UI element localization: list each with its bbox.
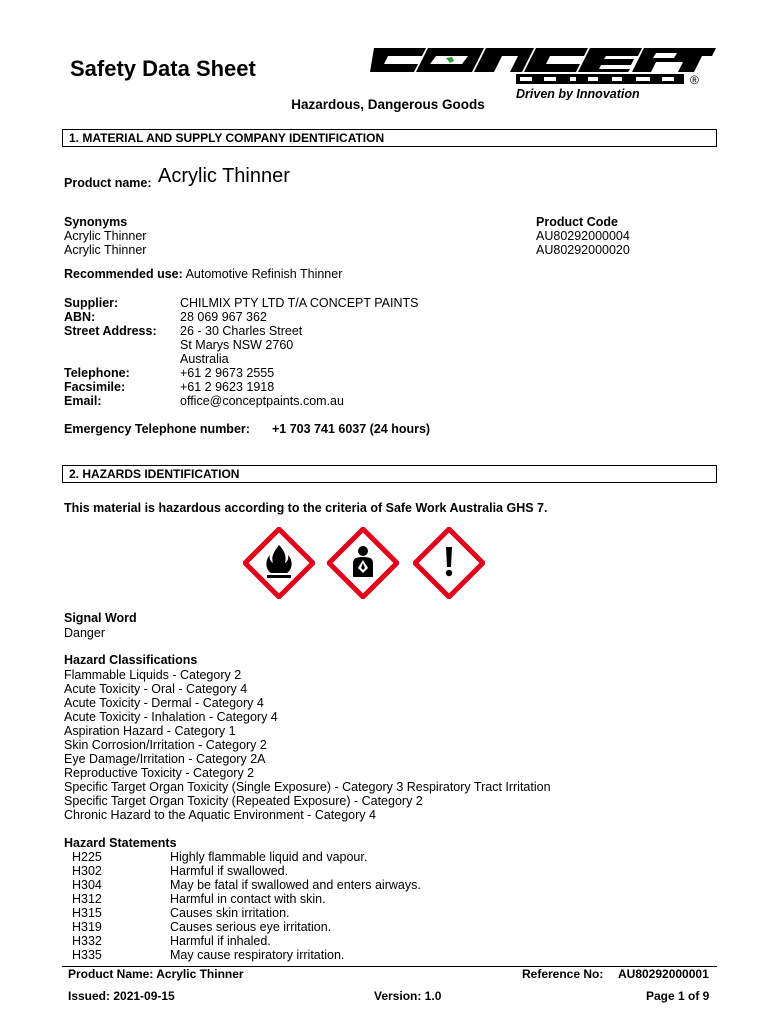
logo-line2 xyxy=(516,74,684,84)
statement-text: Harmful if inhaled. xyxy=(170,934,271,948)
exclamation-icon xyxy=(413,527,485,599)
statement-text: May be fatal if swallowed and enters airways. xyxy=(170,878,421,892)
supplier-label: Supplier: xyxy=(64,296,119,310)
statement-text: May cause respiratory irritation. xyxy=(170,948,345,962)
statement-text: Highly flammable liquid and vapour. xyxy=(170,850,368,864)
emergency-phone-value: +1 703 741 6037 (24 hours) xyxy=(272,422,431,436)
footer-reference-value: AU80292000001 xyxy=(618,967,709,981)
product-name-label: Product name: xyxy=(64,176,152,190)
concept-paints-logo xyxy=(366,42,716,100)
street-address-label: Street Address: xyxy=(64,324,157,338)
section-2-heading: 2. HAZARDS IDENTIFICATION xyxy=(62,465,717,483)
abn-label: ABN: xyxy=(64,310,96,324)
supplier-value: CHILMIX PTY LTD T/A CONCEPT PAINTS xyxy=(180,296,419,310)
document-title: Safety Data Sheet xyxy=(70,56,256,81)
classification-item: Reproductive Toxicity - Category 2 xyxy=(64,766,255,780)
health-hazard-icon xyxy=(327,527,399,599)
product-name-value: Acrylic Thinner xyxy=(158,165,290,187)
signal-word-value: Danger xyxy=(64,626,105,640)
telephone-value: +61 2 9673 2555 xyxy=(180,366,275,380)
logo-registered: ® xyxy=(690,73,699,87)
footer-reference-label: Reference No: xyxy=(522,967,604,981)
classification-item: Acute Toxicity - Dermal - Category 4 xyxy=(64,696,264,710)
footer-version: Version: 1.0 xyxy=(374,989,442,1003)
classification-item: Eye Damage/Irritation - Category 2A xyxy=(64,752,266,766)
statement-text: Causes skin irritation. xyxy=(170,906,290,920)
statement-text: Harmful if swallowed. xyxy=(170,864,289,878)
street-address-line: St Marys NSW 2760 xyxy=(180,338,294,352)
classification-item: Specific Target Organ Toxicity (Single Exposure) - Category 3 Respiratory Tract Irritation xyxy=(64,780,551,794)
recommended-use-value: Automotive Refinish Thinner xyxy=(185,267,343,281)
product-code-label: Product Code xyxy=(536,215,618,229)
statement-code: H304 xyxy=(72,878,102,892)
classification-item: Aspiration Hazard - Category 1 xyxy=(64,724,236,738)
statement-code: H335 xyxy=(72,948,102,962)
email-label: Email: xyxy=(64,394,102,408)
statement-code: H302 xyxy=(72,864,102,878)
hazard-criteria-statement: This material is hazardous according to the criteria of Safe Work Australia GHS 7. xyxy=(64,501,548,515)
email-link[interactable]: office@conceptpaints.com.au xyxy=(180,394,344,408)
classification-item: Flammable Liquids - Category 2 xyxy=(64,668,242,682)
synonyms-label: Synonyms xyxy=(64,215,128,229)
footer-issued: Issued: 2021-09-15 xyxy=(68,989,175,1003)
classification-item: Specific Target Organ Toxicity (Repeated Exposure) - Category 2 xyxy=(64,794,423,808)
recommended-use xyxy=(64,267,342,281)
hazard-statements-label: Hazard Statements xyxy=(64,836,177,850)
statement-code: H312 xyxy=(72,892,102,906)
footer-page-number: Page 1 of 9 xyxy=(646,989,710,1003)
classification-item: Skin Corrosion/Irritation - Category 2 xyxy=(64,738,267,752)
classification-item: Acute Toxicity - Oral - Category 4 xyxy=(64,682,248,696)
statement-text: Causes serious eye irritation. xyxy=(170,920,332,934)
statement-text: Harmful in contact with skin. xyxy=(170,892,326,906)
logo-tagline: Driven by Innovation xyxy=(516,87,640,100)
product-code-item: AU80292000004 xyxy=(536,229,630,243)
classification-item: Chronic Hazard to the Aquatic Environment - Category 4 xyxy=(64,808,376,822)
abn-value: 28 069 967 362 xyxy=(180,310,267,324)
statement-code: H332 xyxy=(72,934,102,948)
facsimile-label: Facsimile: xyxy=(64,380,126,394)
classification-item: Acute Toxicity - Inhalation - Category 4 xyxy=(64,710,278,724)
emergency-phone-label: Emergency Telephone number: xyxy=(64,422,250,436)
footer-product-name: Product Name: Acrylic Thinner xyxy=(68,967,244,981)
logo-line1 xyxy=(370,48,716,72)
facsimile-value: +61 2 9623 1918 xyxy=(180,380,275,394)
section-1-heading: 1. MATERIAL AND SUPPLY COMPANY IDENTIFICATION xyxy=(62,129,717,147)
telephone-label: Telephone: xyxy=(64,366,130,380)
document-subtitle: Hazardous, Dangerous Goods xyxy=(291,97,485,112)
product-code-item: AU80292000020 xyxy=(536,243,630,257)
statement-code: H315 xyxy=(72,906,102,920)
street-address-line: Australia xyxy=(180,352,229,366)
street-address-line: 26 - 30 Charles Street xyxy=(180,324,303,338)
statement-code: H225 xyxy=(72,850,102,864)
synonym-item: Acrylic Thinner xyxy=(64,243,147,257)
hazard-classifications-label: Hazard Classifications xyxy=(64,653,198,667)
synonym-item: Acrylic Thinner xyxy=(64,229,147,243)
signal-word-label: Signal Word xyxy=(64,611,137,625)
flame-icon xyxy=(243,527,315,599)
statement-code: H319 xyxy=(72,920,102,934)
recommended-use-label: Recommended use: xyxy=(64,267,183,281)
